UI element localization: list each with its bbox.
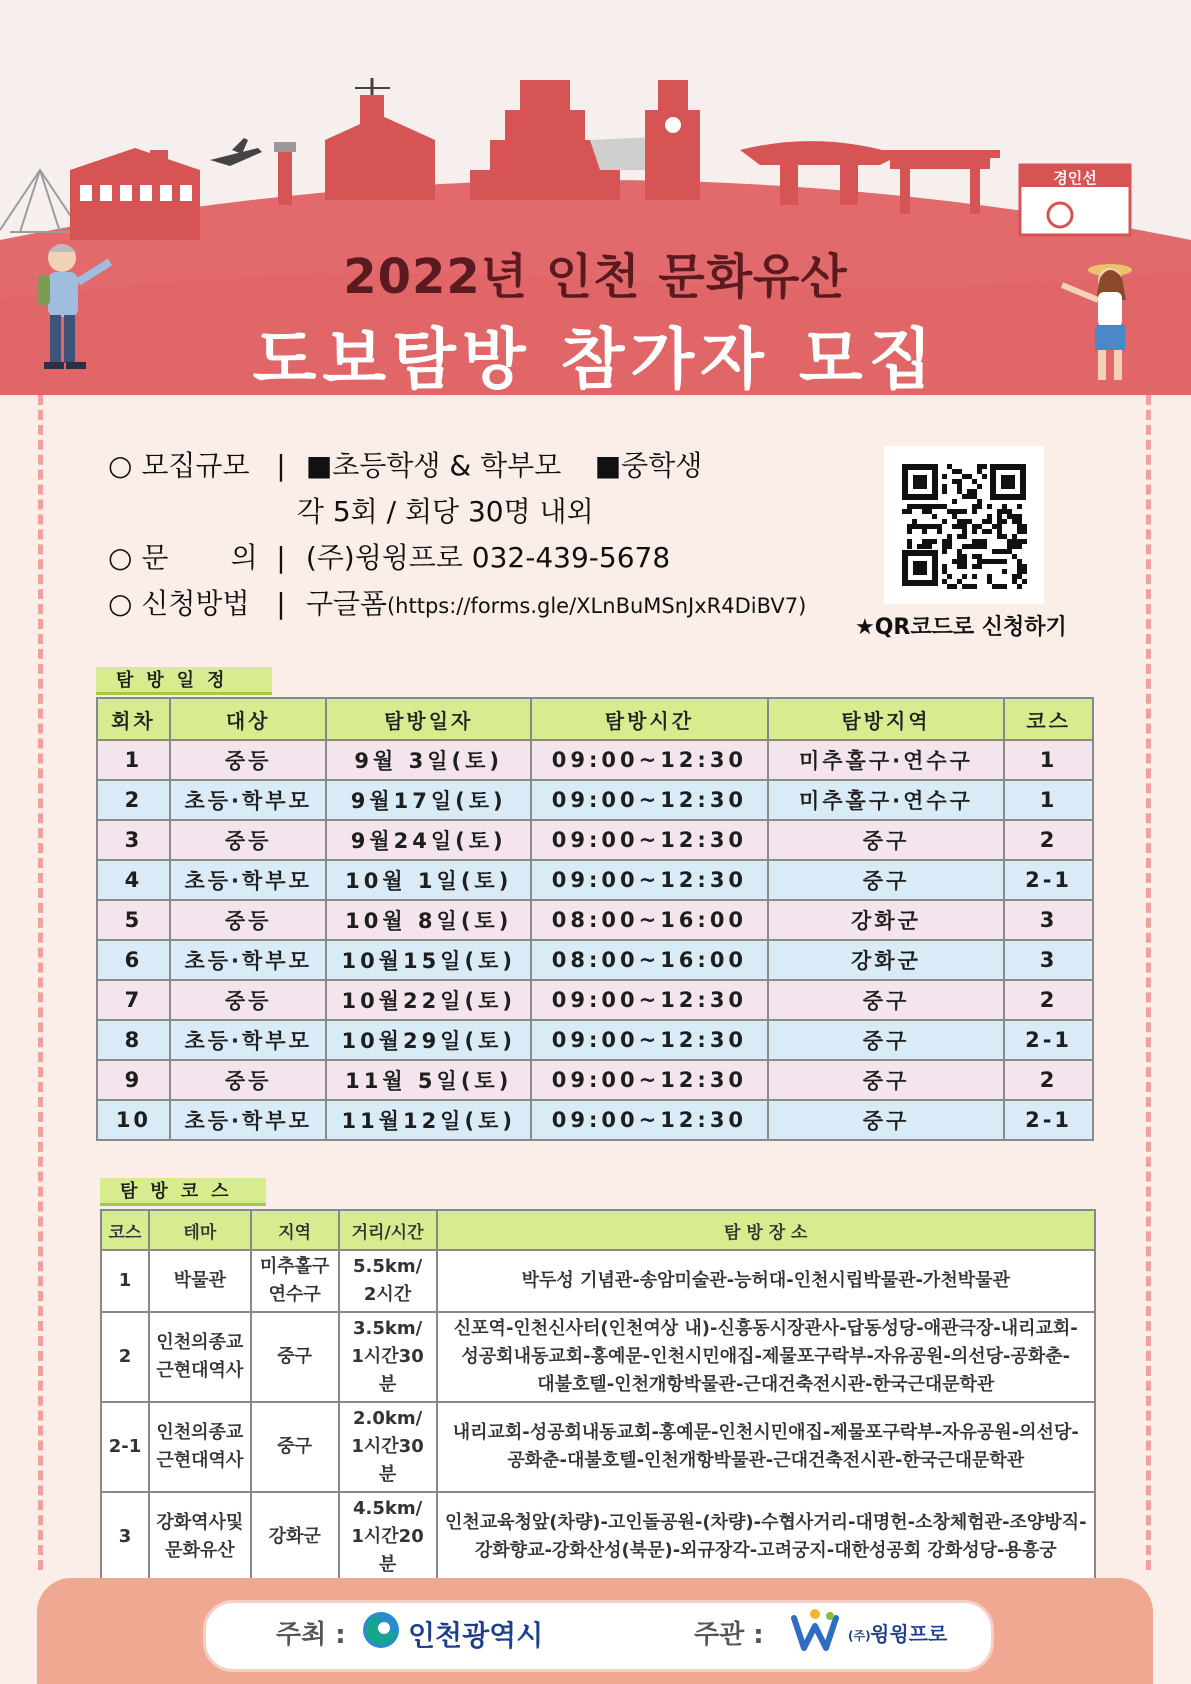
course-cell: 2-1 [1004, 1020, 1093, 1060]
col-header-time: 탐방시간 [531, 698, 768, 740]
target-cell: 중등 [170, 740, 327, 780]
date-cell: 10월29일(토) [326, 1020, 531, 1060]
title-main-line: 도보탐방 참가자 모집 [252, 321, 939, 395]
area-cell: 강화군 [251, 1492, 339, 1582]
region-cell: 중구 [768, 1100, 1004, 1140]
places-cell: 박두성 기념관-송암미술관-능허대-인천시립박물관-가천박물관 [437, 1250, 1095, 1312]
region-cell: 중구 [768, 1060, 1004, 1100]
target-cell: 중등 [170, 980, 327, 1020]
scale-separator: | [276, 449, 286, 482]
area-cell: 미추홀구 연수구 [251, 1250, 339, 1312]
theme-cell: 박물관 [149, 1250, 251, 1312]
places-cell: 내리교회-성공회내동교회-홍예문-인천시민애집-제물포구락부-자유공원-의선당- 공화춘-대불호텔-인천개항박물관-근대건축전시관-한국근대문학관 [437, 1402, 1095, 1492]
time-cell: 09:00~12:30 [531, 980, 768, 1020]
time-cell: 08:00~16:00 [531, 940, 768, 980]
target-cell: 초등·학부모 [170, 1100, 327, 1140]
schedule-row [97, 820, 1093, 860]
host-label: 주최 : [276, 1620, 346, 1650]
incheon-logo-icon [362, 1611, 400, 1649]
time-cell: 09:00~12:30 [531, 1100, 768, 1140]
contact-value: (주)윙윙프로 032-439-5678 [305, 541, 671, 574]
round-cell: 2 [97, 780, 170, 820]
time-cell: 09:00~12:30 [531, 820, 768, 860]
col-header-course: 코스 [1004, 698, 1093, 740]
schedule-row [97, 1020, 1093, 1060]
right-dashed-border [1146, 395, 1151, 1570]
target-cell: 초등·학부모 [170, 780, 327, 820]
distance-cell: 3.5km/ 1시간30분 [339, 1312, 437, 1402]
target-cell: 초등·학부모 [170, 860, 327, 900]
course-cell: 2-1 [1004, 1100, 1093, 1140]
contact-separator: | [276, 541, 286, 574]
round-cell: 7 [97, 980, 170, 1020]
time-cell: 08:00~16:00 [531, 900, 768, 940]
qr-caption: ★QR코드로 신청하기 [855, 615, 1067, 640]
course-cell: 1 [1004, 740, 1093, 780]
schedule-row [97, 900, 1093, 940]
time-cell: 09:00~12:30 [531, 860, 768, 900]
course-row [101, 1492, 1095, 1582]
info-contact-row [108, 535, 806, 581]
course-header-row [101, 1210, 1095, 1250]
organizer-label: 주관 : [694, 1620, 764, 1650]
course-cell: 3 [1004, 900, 1093, 940]
schedule-row [97, 940, 1093, 980]
host-org: 인천광역시 [408, 1619, 544, 1652]
organizer-org: 윙윙프로 [870, 1622, 948, 1646]
target-cell: 중등 [170, 820, 327, 860]
round-cell: 1 [97, 740, 170, 780]
region-cell: 미추홀구·연수구 [768, 780, 1004, 820]
col-header-course-id: 코스 [101, 1210, 149, 1250]
date-cell: 10월 1일(토) [326, 860, 531, 900]
course-id-cell: 1 [101, 1250, 149, 1312]
target-cell: 초등·학부모 [170, 1020, 327, 1060]
info-block [108, 443, 806, 627]
apply-url-link[interactable]: (https://forms.gle/XLnBuMSnJxR4DiBV7) [386, 594, 807, 618]
time-cell: 09:00~12:30 [531, 1020, 768, 1060]
schedule-row [97, 1100, 1093, 1140]
time-cell: 09:00~12:30 [531, 780, 768, 820]
qr-code-icon[interactable] [884, 446, 1044, 604]
theme-cell: 인천의종교 근현대역사 [149, 1312, 251, 1402]
apply-value: 구글폼 [305, 587, 387, 620]
course-table [100, 1209, 1096, 1583]
scale-detail: 각 5회 / 회당 30명 내외 [296, 495, 594, 528]
schedule-section-tag: 탐방일정 [96, 667, 272, 695]
region-cell: 중구 [768, 1020, 1004, 1060]
date-cell: 11월 5일(토) [326, 1060, 531, 1100]
schedule-row [97, 980, 1093, 1020]
target-cell: 중등 [170, 900, 327, 940]
info-apply-row [108, 581, 806, 627]
time-cell: 09:00~12:30 [531, 740, 768, 780]
col-header-area: 지역 [251, 1210, 339, 1250]
scale-label: ○ 모집규모 [108, 449, 250, 482]
info-scale-detail-row [108, 489, 806, 535]
schedule-row [97, 780, 1093, 820]
region-cell: 중구 [768, 860, 1004, 900]
round-cell: 4 [97, 860, 170, 900]
round-cell: 10 [97, 1100, 170, 1140]
region-cell: 미추홀구·연수구 [768, 740, 1004, 780]
course-cell: 3 [1004, 940, 1093, 980]
course-cell: 2 [1004, 980, 1093, 1020]
date-cell: 9월 3일(토) [326, 740, 531, 780]
date-cell: 11월12일(토) [326, 1100, 531, 1140]
col-header-region: 탐방지역 [768, 698, 1004, 740]
col-header-target: 대상 [170, 698, 327, 740]
scale-value-elementary: ■초등학생 & 학부모 [305, 449, 562, 482]
area-cell: 중구 [251, 1402, 339, 1492]
contact-label: ○ 문 의 [108, 541, 258, 574]
title-year-line: 2022년 인천 문화유산 [343, 249, 848, 305]
theme-cell: 강화역사및 문화유산 [149, 1492, 251, 1582]
col-header-theme: 테마 [149, 1210, 251, 1250]
region-cell: 강화군 [768, 940, 1004, 980]
round-cell: 5 [97, 900, 170, 940]
region-cell: 중구 [768, 820, 1004, 860]
course-cell: 2 [1004, 1060, 1093, 1100]
col-header-distance: 거리/시간 [339, 1210, 437, 1250]
area-cell: 중구 [251, 1312, 339, 1402]
theme-cell: 인천의종교 근현대역사 [149, 1402, 251, 1492]
course-row [101, 1250, 1095, 1312]
target-cell: 중등 [170, 1060, 327, 1100]
apply-separator: | [276, 587, 286, 620]
target-cell: 초등·학부모 [170, 940, 327, 980]
sign-text: 경인선 [1053, 169, 1097, 187]
course-row [101, 1312, 1095, 1402]
course-id-cell: 2 [101, 1312, 149, 1402]
course-section-tag: 탐방코스 [100, 1178, 266, 1206]
col-header-date: 탐방일자 [326, 698, 531, 740]
round-cell: 6 [97, 940, 170, 980]
round-cell: 3 [97, 820, 170, 860]
places-cell: 신포역-인천신사터(인천여상 내)-신흥동시장관사-답동성당-애관극장-내리교회- 성공회내동교회-홍예문-인천시민애집-제물포구락부-자유공원-의선당-공화춘- 대불호텔-인천개항박물관-근대건축전시관-한국근대문학관 [437, 1312, 1095, 1402]
course-id-cell: 2-1 [101, 1402, 149, 1492]
date-cell: 10월 8일(토) [326, 900, 531, 940]
wingwing-logo-icon [790, 1608, 840, 1654]
col-header-places: 탐 방 장 소 [437, 1210, 1095, 1250]
info-scale-row [108, 443, 806, 489]
distance-cell: 2.0km/ 1시간30분 [339, 1402, 437, 1492]
region-cell: 중구 [768, 980, 1004, 1020]
time-cell: 09:00~12:30 [531, 1060, 768, 1100]
organizer-prefix: (주) [848, 1629, 871, 1643]
schedule-row [97, 860, 1093, 900]
schedule-row [97, 1060, 1093, 1100]
schedule-row [97, 740, 1093, 780]
round-cell: 9 [97, 1060, 170, 1100]
places-cell: 인천교육청앞(차량)-고인돌공원-(차량)-수협사거리-대명헌-소창체험관-조양방직- 강화향교-강화산성(북문)-외규장각-고려궁지-대한성공회 강화성당-용흥궁 [437, 1492, 1095, 1582]
apply-label: ○ 신청방법 [108, 587, 250, 620]
header-banner [0, 0, 1191, 395]
schedule-table [96, 697, 1094, 1141]
distance-cell: 4.5km/ 1시간20분 [339, 1492, 437, 1582]
course-cell: 2-1 [1004, 860, 1093, 900]
distance-cell: 5.5km/ 2시간 [339, 1250, 437, 1312]
date-cell: 9월24일(토) [326, 820, 531, 860]
course-row [101, 1402, 1095, 1492]
course-id-cell: 3 [101, 1492, 149, 1582]
course-cell: 1 [1004, 780, 1093, 820]
schedule-header-row [97, 698, 1093, 740]
region-cell: 강화군 [768, 900, 1004, 940]
course-cell: 2 [1004, 820, 1093, 860]
date-cell: 10월22일(토) [326, 980, 531, 1020]
date-cell: 9월17일(토) [326, 780, 531, 820]
left-dashed-border [38, 395, 43, 1570]
scale-value-middle: ■중학생 [594, 449, 703, 482]
round-cell: 8 [97, 1020, 170, 1060]
col-header-round: 회차 [97, 698, 170, 740]
date-cell: 10월15일(토) [326, 940, 531, 980]
